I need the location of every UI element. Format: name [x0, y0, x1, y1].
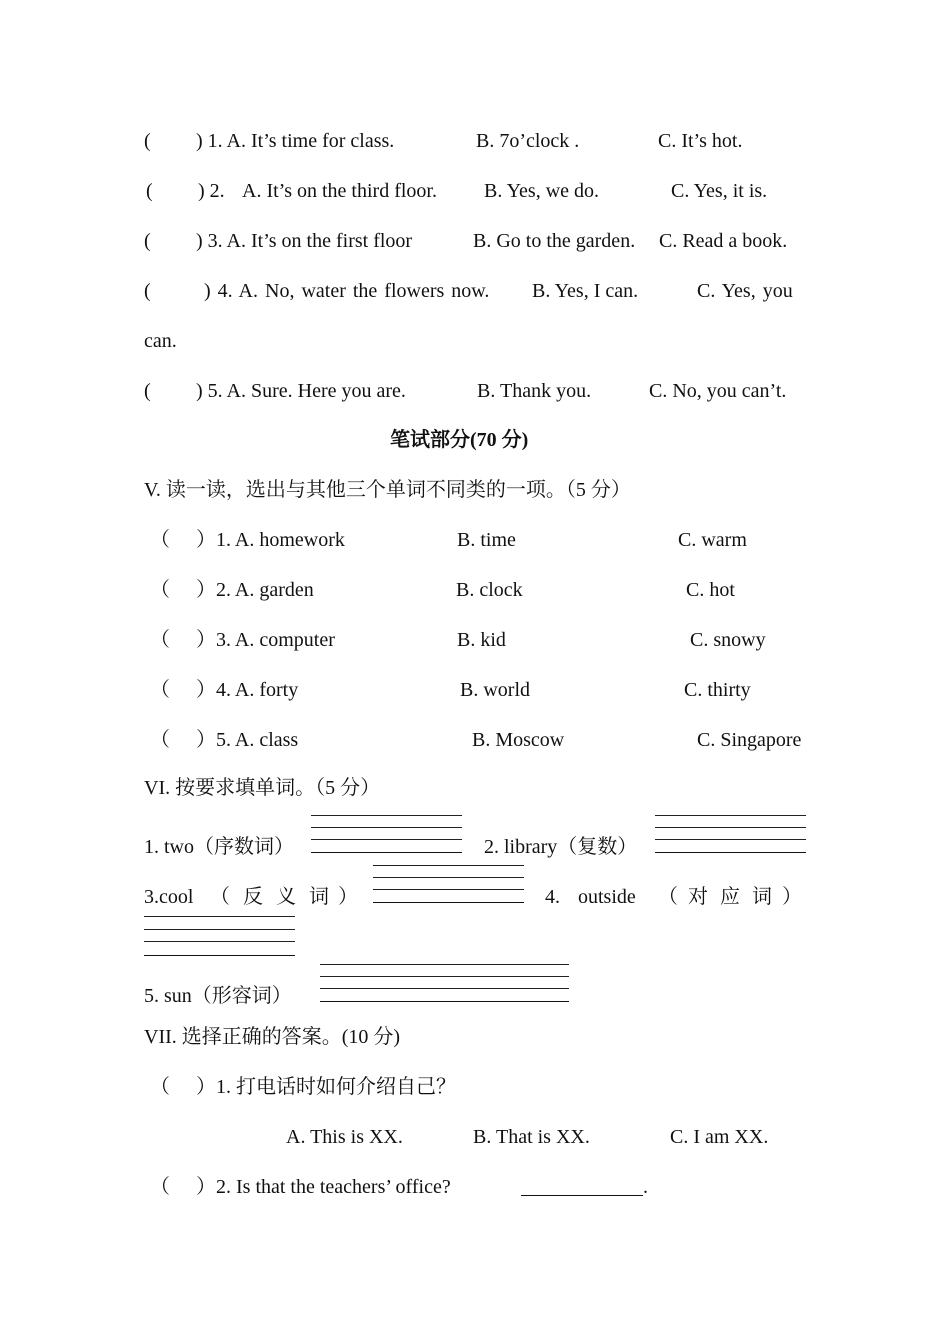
option-a: ）1. A. homework	[196, 529, 345, 551]
option-a: A. It’s on the third floor.	[242, 180, 437, 202]
q2-answer-blank[interactable]	[521, 1195, 643, 1196]
option-c: C. hot	[686, 579, 735, 601]
option-a: ）4. A. forty	[196, 679, 299, 701]
option-b: B. That is XX.	[473, 1126, 590, 1148]
q3-hint-char: 词	[309, 886, 329, 908]
option-a: A. This is XX.	[286, 1126, 403, 1148]
option-c: C. It’s hot.	[658, 130, 743, 152]
q3-word: 3.cool	[144, 886, 194, 908]
option-b: B. clock	[456, 579, 523, 601]
option-b: B. Thank you.	[477, 380, 592, 402]
q4-word: outside	[578, 886, 636, 908]
section-v-heading: V. 读一读，选出与其他三个单词不同类的一项。（5 分）	[144, 479, 631, 501]
answer-paren-open: （	[150, 1076, 170, 1098]
q4-number: 4.	[545, 886, 560, 908]
option-c: C. Read a book.	[659, 230, 788, 252]
question-text: ) 5. A. Sure. Here you are.	[196, 380, 406, 402]
q5-prompt: 5. sun（形容词）	[144, 985, 292, 1007]
question-text: ) 4. A. No, water the flowers now.	[204, 280, 490, 302]
option-c: C. thirty	[684, 679, 751, 701]
option-a: ）2. A. garden	[196, 579, 314, 601]
option-b: B. world	[460, 679, 530, 701]
q4-hint-char: 对	[688, 886, 708, 908]
q4-hint-close: ）	[782, 886, 802, 908]
option-b: B. Moscow	[472, 729, 565, 751]
q4-hint-char: 应	[720, 886, 740, 908]
q4-hint-open: （	[658, 886, 678, 908]
answer-paren-open: （	[150, 679, 170, 701]
q1-prompt: 1. two（序数词）	[144, 836, 294, 858]
option-b: B. 7o’clock .	[476, 130, 580, 152]
option-c: C. Singapore	[697, 729, 802, 751]
answer-paren: (	[146, 180, 153, 202]
option-c: C. No, you can’t.	[649, 380, 787, 402]
option-b: B. Yes, I can.	[532, 280, 639, 302]
option-a: ）5. A. class	[196, 729, 299, 751]
section-vii-heading: VII. 选择正确的答案。(10 分)	[144, 1026, 401, 1048]
option-c: C. snowy	[690, 629, 766, 651]
option-a: ）3. A. computer	[196, 629, 335, 651]
sentence-end-period: .	[643, 1176, 648, 1198]
q3-hint-char: 义	[276, 886, 296, 908]
option-b: B. kid	[457, 629, 506, 651]
question-text: ）2. Is that the teachers’ office?	[196, 1176, 451, 1198]
answer-paren-open: （	[150, 579, 170, 601]
written-part-title: 笔试部分(70 分)	[390, 429, 529, 451]
answer-paren: (	[144, 380, 151, 402]
option-c-continuation: can.	[144, 330, 177, 352]
answer-paren-open: （	[150, 729, 170, 751]
question-number: ) 2.	[198, 180, 225, 202]
q4-hint-char: 词	[752, 886, 772, 908]
option-b: B. Go to the garden.	[473, 230, 636, 252]
q3-hint-close: ）	[338, 886, 358, 908]
q2-prompt: 2. library（复数）	[484, 836, 638, 858]
option-c: C. Yes, it is.	[671, 180, 768, 202]
option-b: B. Yes, we do.	[484, 180, 600, 202]
q3-hint-char: 反	[243, 886, 263, 908]
answer-paren: (	[144, 130, 151, 152]
question-text: ）1. 打电话时如何介绍自己？	[196, 1076, 456, 1098]
section-vi-heading: VI. 按要求填单词。（5 分）	[144, 777, 381, 799]
question-text: ) 3. A. It’s on the first floor	[196, 230, 413, 252]
answer-paren: (	[144, 280, 151, 302]
question-text: ) 1. A. It’s time for class.	[196, 130, 395, 152]
answer-paren-open: （	[150, 1176, 170, 1198]
option-c: C. I am XX.	[670, 1126, 769, 1148]
answer-paren-open: （	[150, 529, 170, 551]
option-c: C. Yes, you	[697, 280, 793, 302]
answer-paren: (	[144, 230, 151, 252]
answer-paren-open: （	[150, 629, 170, 651]
option-c: C. warm	[678, 529, 747, 551]
option-b: B. time	[457, 529, 516, 551]
q3-hint-open: （	[210, 886, 230, 908]
